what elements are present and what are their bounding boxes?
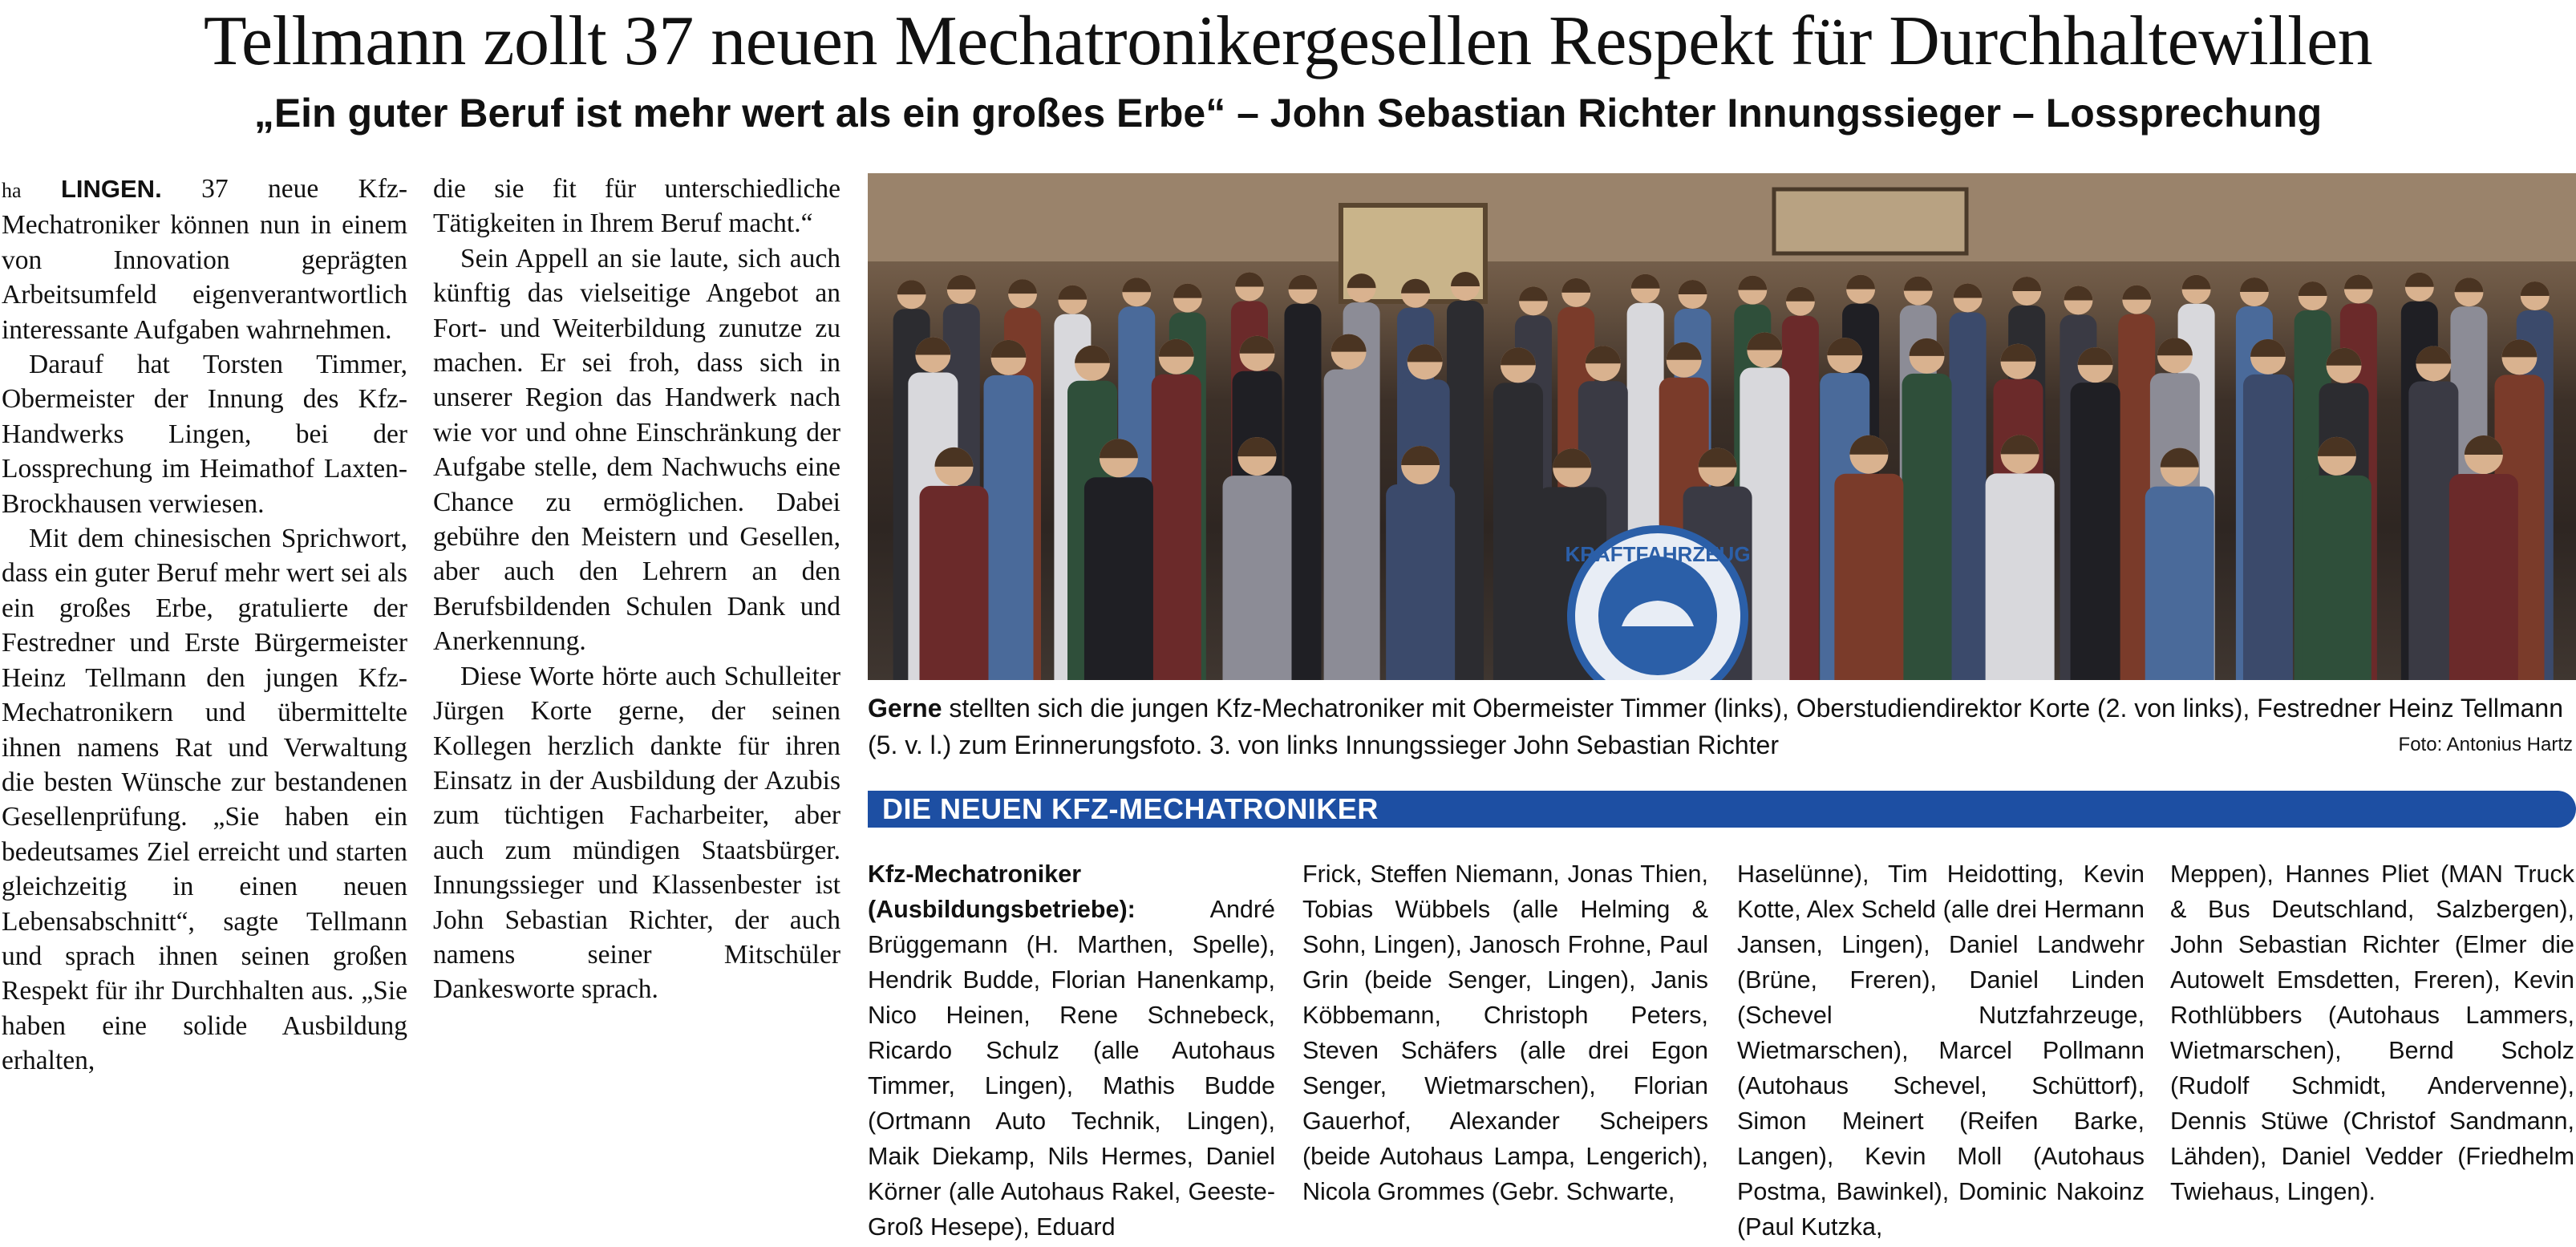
group-photo <box>868 173 2576 680</box>
article-paragraph: 37 neue Kfz-Mechatroniker können nun in einem von Innovation geprägten Arbeitsumfeld eigenverantwortlich interessante Aufgaben wahrnehmen. <box>2 174 408 345</box>
article-paragraph: Diese Worte hörte auch Schulleiter Jürgen Korte gerne, der seinen Kollegen herzlich dankte für ihren Einsatz in der Ausbildung der Azubis zum tüchtigen Facharbeiter, aber auch zum mündigen Staatsbürger. Innungssieger und Klassenbester ist John Sebastian Richter, der auch namens seiner Mitschüler Dankesworte sprach. <box>433 661 840 1005</box>
article-paragraph: Sein Appell an sie laute, sich auch künftig das vielseitige Angebot an Fort- und Weiterbildung zunutze zu machen. Er sei froh, dass sich in unserer Region das Handwerk nach wie vor und ohne Einschränkung der Aufgabe stelle, dem Nachwuchs eine Chance zu ermöglichen. Dabei gebühre den Meistern und Gesellen, aber auch den Lehrern an den Berufsbildenden Schulen Dank und Anerkennung. <box>433 243 840 657</box>
dateline: LINGEN. <box>60 175 162 203</box>
headline: Tellmann zollt 37 neuen Mechatronikergesellen Respekt für Durchhaltewillen <box>203 2 2373 80</box>
person-silhouette <box>1950 283 1987 680</box>
person-silhouette <box>2071 347 2120 680</box>
caption-lead: Gerne <box>868 694 942 723</box>
photo-caption <box>868 690 2576 763</box>
emblem <box>1565 529 1750 680</box>
article-column-2 <box>433 172 840 1007</box>
list-box-header <box>868 791 2576 828</box>
list-box-title: DIE NEUEN KFZ-MECHATRONIKER <box>882 792 1379 825</box>
wall-background <box>868 173 2576 261</box>
caption-text: stellten sich die jungen Kfz-Mechatroniker mit Obermeister Timmer (links), Oberstudiendirektor Korte (2. von links), Festredner Heinz Tellmann (5. v. l.) zum Erinnerungsfoto. 3. von links Innungssieger John Sebastian Richter <box>868 694 2563 759</box>
list-column-4: Meppen), Hannes Pliet (MAN Truck & Bus Deutschland, Salzbergen), John Sebastian Richter (Elmer die Autowelt Emsdetten, Freren), Kevin Rothlübbers (Autohaus Lammers, Wietmarschen), Bernd Scholz (Rudolf Schmidt, Andervenne), Dennis Stüwe (Christof Sandmann, Lähden), Daniel Vedder (Friedhelm Twiehaus, Lingen). <box>2170 860 2574 1205</box>
emblem-text: KRAFTFAHRZEUG <box>1565 542 1751 566</box>
list-lead: Kfz-Mechatroniker (Ausbildungsbetriebe): <box>868 860 1136 923</box>
person-silhouette <box>984 340 1034 680</box>
article-paragraph: die sie fit für unterschiedliche Tätigkeiten in Ihrem Beruf macht.“ <box>433 174 840 239</box>
article-paragraph: Darauf hat Torsten Timmer, Obermeister der Innung des Kfz-Handwerks Lingen, bei der Lossprechung im Heimathof Laxten-Brockhausen verwiesen. <box>2 350 407 519</box>
person-silhouette <box>1324 334 1374 680</box>
subheadline: „Ein guter Beruf ist mehr wert als ein großes Erbe“ – John Sebastian Richter Innungssieger – Lossprechung <box>253 91 2323 136</box>
photo-credit: Foto: Antonius Hartz <box>2398 734 2573 755</box>
list-column-3: Haselünne), Tim Heidotting, Kevin Kotte, Alex Scheld (alle drei Hermann Jansen, Lingen), Daniel Landwehr (Brüne, Freren), Daniel Linden (Schevel Nutzfahrzeuge, Wietmarschen), Marcel Pollmann (Autohaus Schevel, Schüttorf), Simon Meinert (Reifen Barke, Langen), Kevin Moll (Autohaus Postma, Bawinkel), Dominic Nakoinz (Paul Kutzka, <box>1737 860 2145 1241</box>
person-silhouette <box>1902 338 1952 680</box>
wall-picture <box>1774 189 1966 253</box>
article-paragraph: Mit dem chinesischen Sprichwort, dass ein guter Beruf mehr wert sei als ein großes Erbe, gratulierte der Festredner und Erste Bürgermeister Heinz Tellmann den jungen Kfz-Mechatronikern und übermittelte ihnen namens Rat und Verwaltung die besten Wünsche zur bestandenen Gesellenprüfung. „Sie haben ein bedeutsames Ziel erreicht und starten gleichzeitig in einen neuen Lebensabschnitt“, sagte Tellmann und sprach ihnen seinen großen Respekt für ihr Durchhalten aus. „Sie haben eine solide Ausbildung erhalten, <box>2 524 407 1076</box>
author-initials: ha <box>2 179 22 202</box>
list-column-1 <box>868 856 1275 1245</box>
list-column-2: Frick, Steffen Niemann, Jonas Thien, Tobias Wübbels (alle Helming & Sohn, Lingen), Janosch Frohne, Paul Grin (beide Senger, Lingen), Janis Köbbemann, Christoph Peters, Steven Schäfers (alle drei Egon Senger, Wietmarschen), Florian Gauerhof, Alexander Scheipers (beide Autohaus Lampa, Lengerich), Nicola Grommes (Gebr. Schwarte, <box>1302 860 1708 1205</box>
group-photo-illustration <box>868 173 2576 680</box>
article-column-1 <box>2 172 407 1079</box>
person-silhouette <box>2243 339 2293 680</box>
list-text: André Brüggemann (H. Marthen, Spelle), Hendrik Budde, Florian Hanenkamp, Nico Heinen, Rene Schnebeck, Ricardo Schulz (alle Autohaus Timmer, Lingen), Mathis Budde (Ortmann Auto Technik, Lingen), Maik Diekamp, Nils Hermes, Daniel Körner (alle Autohaus Rakel, Geeste-Groß Hesepe), Eduard <box>868 896 1275 1241</box>
person-silhouette <box>1493 347 1543 680</box>
person-silhouette <box>1152 339 1201 680</box>
